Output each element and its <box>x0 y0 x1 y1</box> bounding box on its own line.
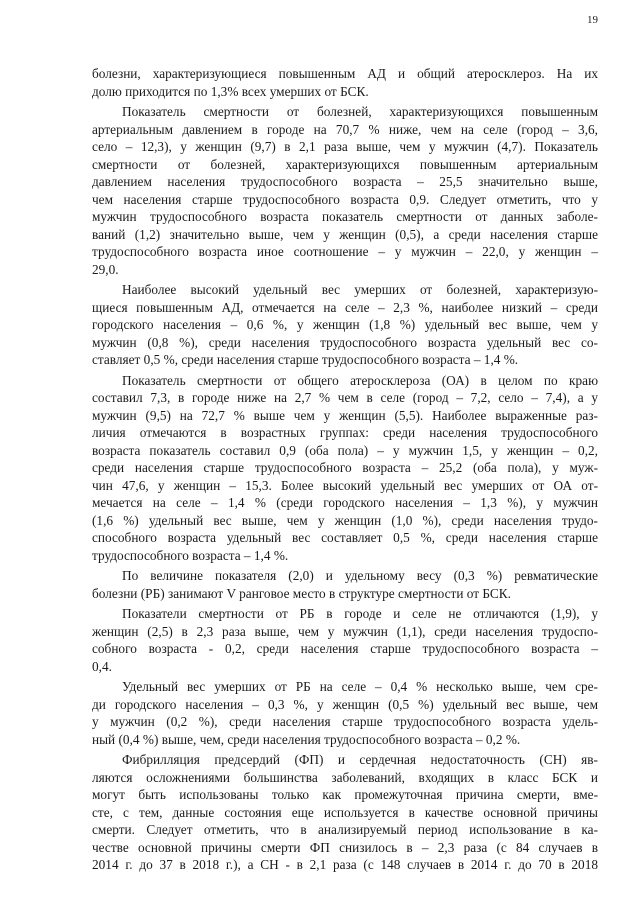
text-line: Показатель смертности от болезней, характеризующихся повышенным <box>122 104 598 119</box>
paragraph <box>92 567 598 602</box>
text-line: ляются осложнениями большинства заболеваний, входящих в класс БСК и <box>92 769 598 785</box>
paragraph <box>92 281 598 369</box>
text-line: чем населения старше трудоспособного возраста 0,9. Следует отметить, что у <box>92 191 598 207</box>
text-line: ваний (1,2) значительно выше, чем у женщин (0,5), а среди населения старше <box>92 226 598 242</box>
text-line: ди городского населения – 0,3 %, у женщин (0,5 %) удельный вес выше, чем <box>92 696 598 712</box>
text-line: 29,0. <box>92 261 119 277</box>
text-line: долю приходится по 1,3% всех умерших от БСК. <box>92 83 369 99</box>
text-line: возраста показатель составил 0,9 (оба пола) – у мужчин 1,5, у женщин – 0,2, <box>92 442 598 458</box>
text-line: давлением населения трудоспособного возраста – 25,5 значительно выше, <box>92 174 598 189</box>
text-line: мужчин (0,8 %), среди населения трудоспособного возраста удельный вес со- <box>92 334 598 350</box>
text-line: По величине показателя (2,0) и удельному весу (0,3 %) ревматические <box>122 568 598 583</box>
text-line: ный (0,4 %) выше, чем, среди населения трудоспособного возраста – 0,2 %. <box>92 731 521 747</box>
text-line: Показатель смертности от общего атеросклероза (ОА) в целом по краю <box>122 372 598 388</box>
text-line: могут быть использованы только как промежуточная причина смерти, вме- <box>92 787 598 802</box>
text-line: среди населения старше трудоспособного возраста – 25,2 (оба пола), у муж- <box>92 460 598 475</box>
text-line: болезни, характеризующиеся повышенным АД и общий атеросклероз. На их <box>92 66 598 81</box>
text-line: Показатели смертности от РБ в городе и селе не отличаются (1,9), у <box>122 606 598 621</box>
text-line: мужчин трудоспособного возраста показатель смертности от данных заболе- <box>92 209 598 224</box>
paragraph <box>92 65 598 100</box>
text-line: сте, с тем, данные состояния еще используется в качестве основной причины <box>92 804 598 820</box>
text-line: Наиболее высокий удельный вес умерших от болезней, характеризую- <box>122 282 598 297</box>
text-line: личия отмечаются в возрастных группах: среди населения трудоспособного <box>92 425 598 440</box>
text-line: щиеся повышенным АД, отмечается на селе – 2,3 %, наиболее низкий – среди <box>92 299 598 315</box>
paragraph <box>92 605 598 675</box>
text-line: мечается на селе – 1,4 % (среди городского населения – 1,3 %), у мужчин <box>92 495 598 510</box>
text-line: трудоспособного возраста – 1,4 %. <box>92 547 289 563</box>
text-line: мужчин (9,5) на 72,7 % выше чем у женщин (5,5). Наиболее выраженные раз- <box>92 407 598 423</box>
text-line: трудоспособного возраста иное соотношение – у мужчин – 22,0, у женщин – <box>92 244 598 259</box>
body-text <box>92 65 598 877</box>
text-line: у мужчин (0,2 %), среди населения старше трудоспособного возраста удель- <box>92 714 598 729</box>
text-line: составил 7,3, в городе ниже на 2,7 % чем в селе (город – 7,2, село – 7,4), а у <box>92 390 598 405</box>
text-line: болезни (РБ) занимают V ранговое место в структуре смертности от БСК. <box>92 585 511 601</box>
text-line: чин 47,6, у женщин – 15,3. Более высокий удельный вес умерших от ОА от- <box>92 477 598 493</box>
text-line: смертности от болезней, характеризующихся повышенным артериальным <box>92 156 598 172</box>
page-number: 19 <box>587 14 598 26</box>
text-line: ставляет 0,5 %, среди населения старше трудоспособного возраста – 1,4 %. <box>92 352 519 367</box>
paragraph <box>92 751 598 874</box>
text-line: собного возраста - 0,2, среди населения старше трудоспособного возраста – <box>92 641 598 656</box>
text-line: городского населения – 0,6 %, у женщин (1,8 %) удельный вес выше, чем у <box>92 317 598 332</box>
text-line: артериальным давлением в городе на 70,7 % ниже, чем на селе (город – 3,6, <box>92 121 598 137</box>
text-line: Удельный вес умерших от РБ на селе – 0,4 % несколько выше, чем сре- <box>122 679 598 694</box>
paragraph <box>92 103 598 278</box>
text-line: способного возраста удельный вес составляет 0,5 %, среди населения старше <box>92 530 598 545</box>
text-line: 2014 г. до 37 в 2018 г.), а СН - в 2,1 раза (с 148 случаев в 2014 г. до 70 в 2018 <box>92 857 598 872</box>
text-line: смерти. Следует отметить, что в анализируемый период использование в ка- <box>92 822 598 837</box>
paragraph <box>92 678 598 748</box>
paragraph <box>92 372 598 565</box>
text-line: Фибрилляция предсердий (ФП) и сердечная недостаточность (СН) яв- <box>122 752 598 767</box>
text-line: честве основной причины смерти ФП снизилось в – 2,3 раза (с 84 случаев в <box>92 839 598 855</box>
text-line: село – 12,3), у женщин (9,7) в 2,1 раза выше, чем у мужчин (4,7). Показатель <box>92 139 598 154</box>
text-line: 0,4. <box>92 658 112 674</box>
text-line: женщин (2,5) в 2,3 раза выше, чем у мужчин (1,1), среди населения трудоспо- <box>92 623 598 639</box>
text-line: (1,6 %) удельный вес выше, чем у женщин (1,0 %), среди населения трудо- <box>92 512 598 528</box>
